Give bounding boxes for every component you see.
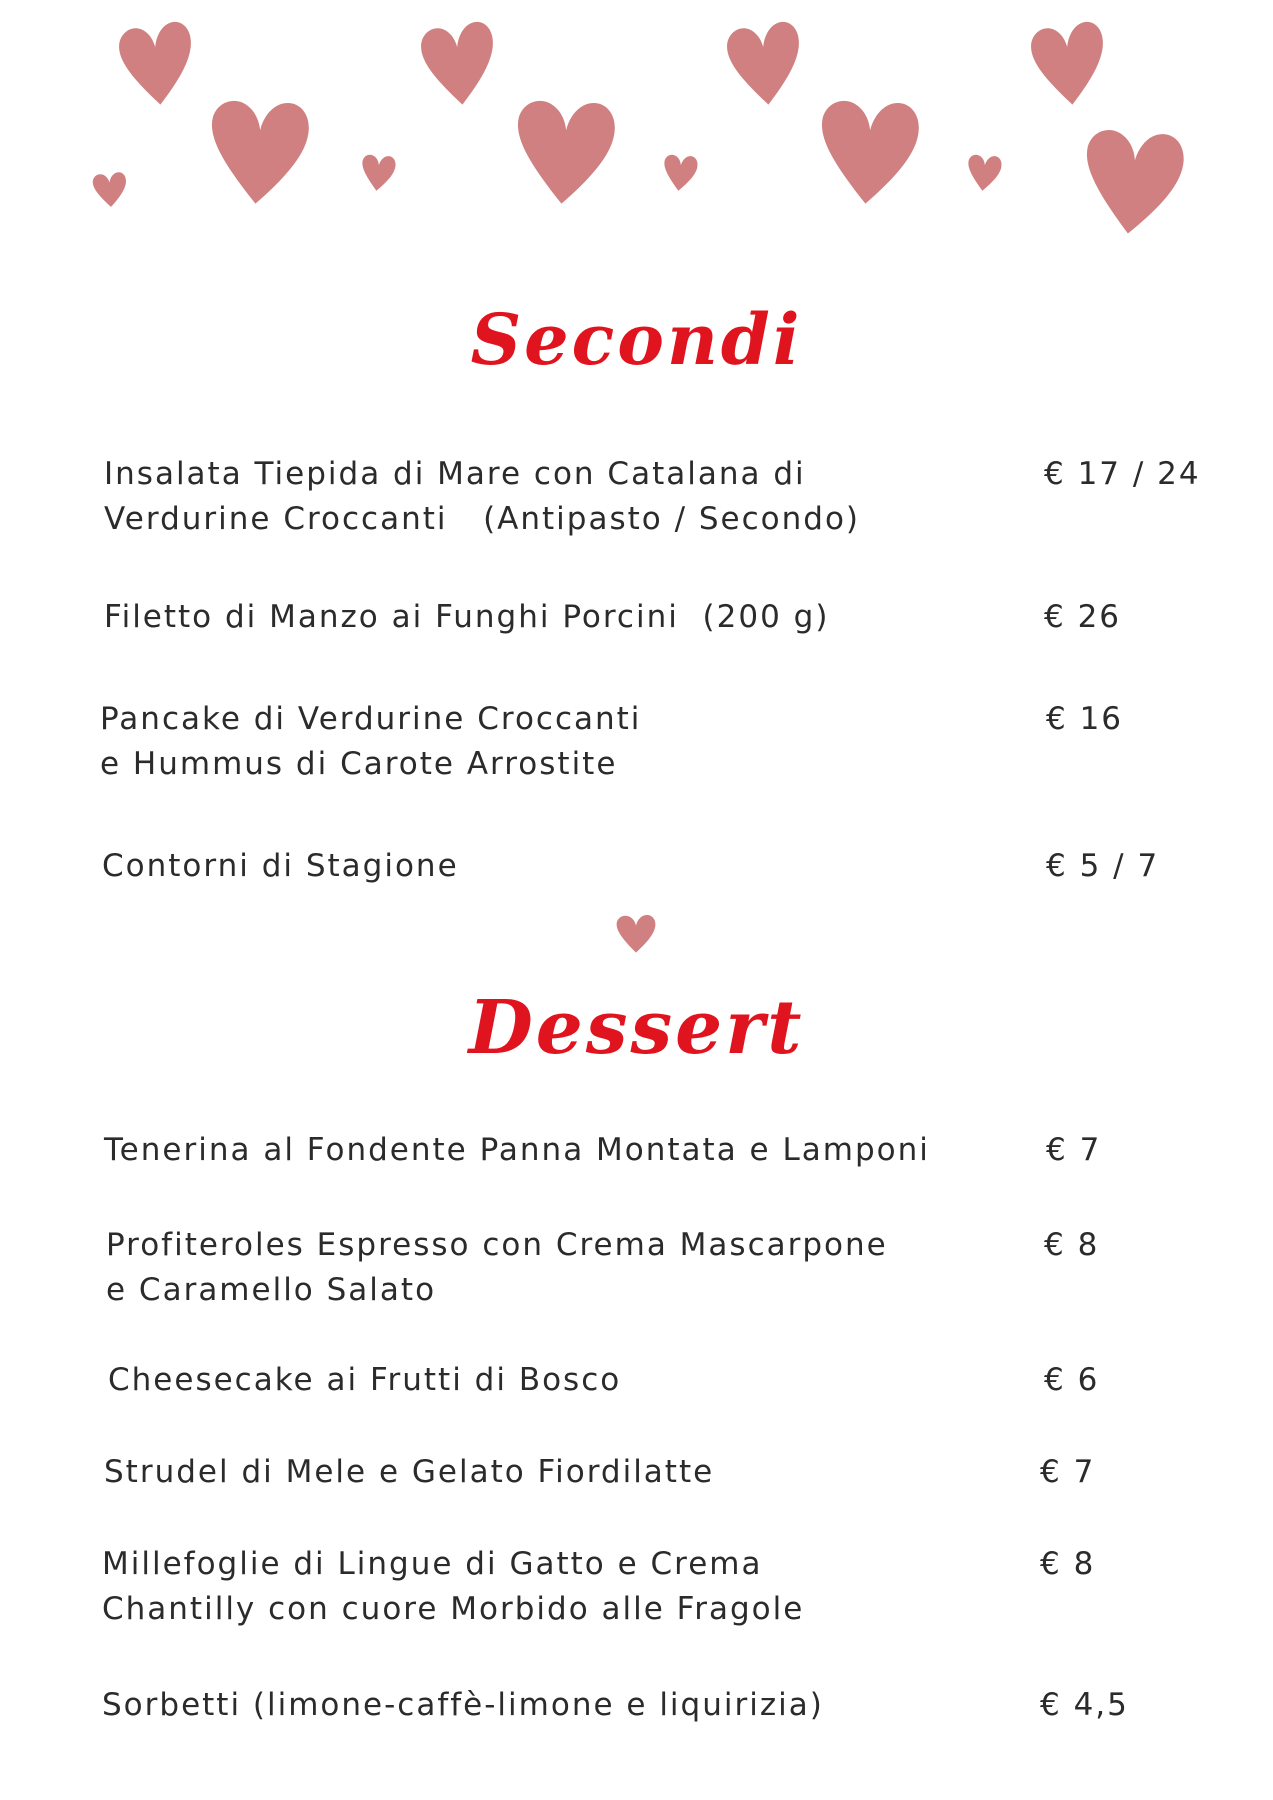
menu-item (102, 1542, 1096, 1632)
menu-item-name: Cheesecake ai Frutti di Bosco (108, 1362, 622, 1398)
heart-icon (92, 20, 1186, 239)
menu-item (104, 1128, 1102, 1173)
section-title-dessert: Dessert (468, 985, 805, 1071)
menu-item-name: Sorbetti (limone-caffè-limone e liquirizia) (102, 1687, 824, 1723)
menu-item-name: Pancake di Verdurine Croccanti (100, 701, 642, 737)
menu-item-name: Millefoglie di Lingue di Gatto e Crema (102, 1546, 763, 1582)
menu-item-price: € 6 (1044, 1362, 1100, 1398)
menu-item-name: Strudel di Mele e Gelato Fiordilatte (104, 1454, 715, 1490)
menu-item-name: Contorni di Stagione (102, 848, 459, 884)
menu-item-price: € 26 (1044, 599, 1122, 635)
menu-item-name: Insalata Tiepida di Mare con Catalana di (104, 456, 806, 492)
menu-item-name: Filetto di Manzo ai Funghi Porcini (200 g) (104, 599, 830, 635)
menu-item-price: € 8 (1040, 1546, 1096, 1582)
menu-item (104, 452, 1201, 542)
menu-item-price: € 7 (1046, 1132, 1102, 1168)
menu-item (104, 595, 1122, 640)
menu-item (104, 1450, 1096, 1495)
menu-item-price: € 8 (1044, 1227, 1100, 1263)
menu-item-price: € 5 / 7 (1046, 848, 1160, 884)
menu-item-price: € 17 / 24 (1044, 456, 1201, 492)
menu-item-name: e Caramello Salato (106, 1272, 437, 1308)
menu-item-name: e Hummus di Carote Arrostite (100, 746, 618, 782)
section-title-secondi: Secondi (470, 298, 803, 381)
menu-item-price: € 16 (1046, 701, 1124, 737)
menu-item-name: Chantilly con cuore Morbido alle Fragole (102, 1591, 805, 1627)
menu-item (102, 1683, 1129, 1728)
menu-item-name: Verdurine Croccanti (Antipasto / Secondo) (104, 501, 861, 537)
divider-heart-icon (615, 910, 657, 960)
menu-item (100, 697, 1124, 787)
menu-item (102, 844, 1160, 889)
hearts-banner (0, 0, 1273, 260)
menu-item-price: € 7 (1040, 1454, 1096, 1490)
menu-item-name: Tenerina al Fondente Panna Montata e Lamponi (104, 1132, 930, 1168)
menu-item (108, 1358, 1100, 1403)
menu-item (106, 1223, 1100, 1313)
menu-item-price: € 4,5 (1040, 1687, 1129, 1723)
menu-item-name: Profiteroles Espresso con Crema Mascarpone (106, 1227, 888, 1263)
